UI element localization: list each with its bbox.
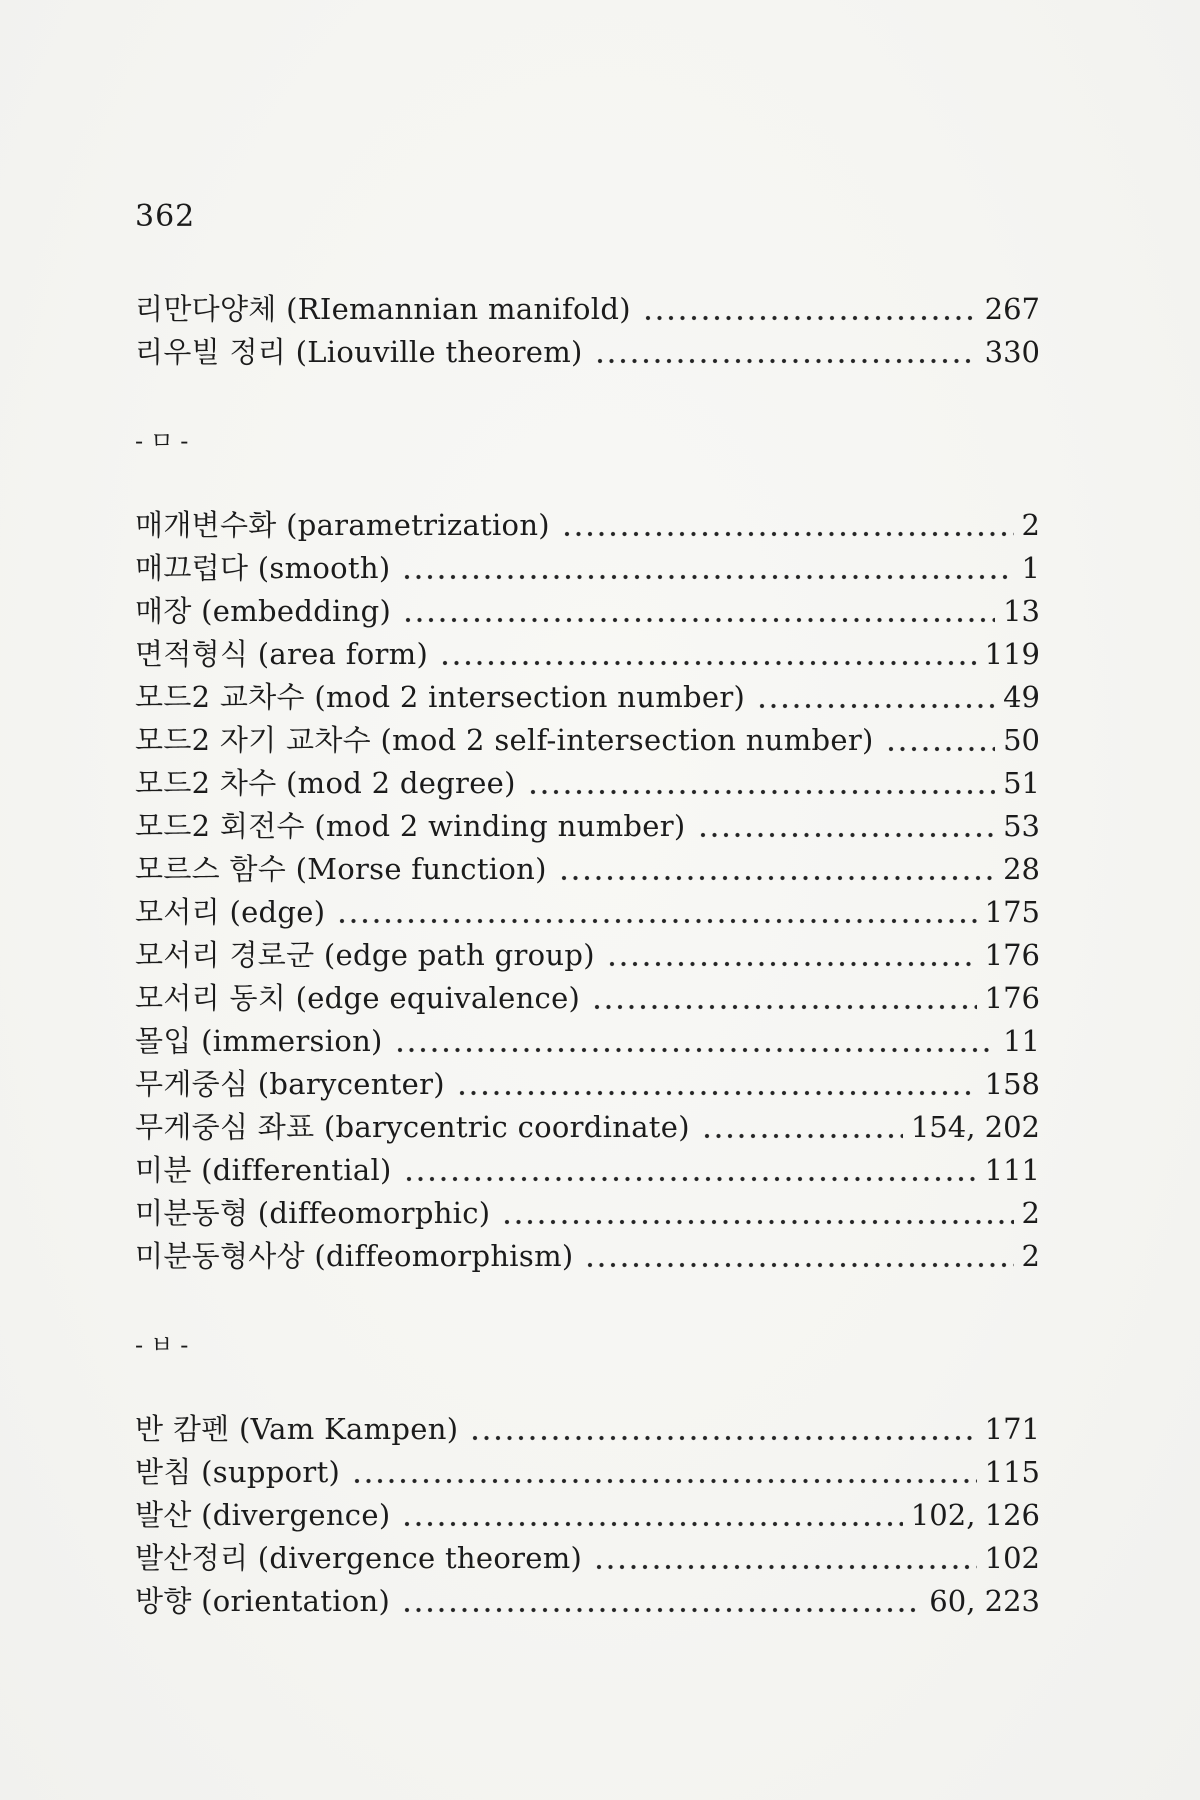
entry-page-number: 115 bbox=[984, 1455, 1040, 1489]
entry-term: 매장 (embedding) bbox=[135, 594, 392, 628]
entry-term: 매개변수화 (parametrization) bbox=[135, 508, 550, 542]
index-entry bbox=[135, 331, 1040, 374]
index-entry bbox=[135, 547, 1040, 590]
entry-term: 미분동형 (diffeomorphic) bbox=[135, 1196, 491, 1230]
index-entry bbox=[135, 288, 1040, 331]
entry-page-number: 154, 202 bbox=[910, 1110, 1040, 1144]
entry-page-number: 2 bbox=[1021, 1196, 1040, 1230]
entry-page-number: 13 bbox=[1003, 594, 1040, 628]
entry-page-number: 60, 223 bbox=[929, 1584, 1040, 1618]
dot-leader bbox=[559, 848, 995, 891]
entry-term: 몰입 (immersion) bbox=[135, 1024, 383, 1058]
entry-page-number: 176 bbox=[984, 981, 1040, 1015]
dot-leader bbox=[595, 331, 977, 374]
index-entry bbox=[135, 1494, 1040, 1537]
dot-leader bbox=[698, 805, 996, 848]
index-entry bbox=[135, 1235, 1040, 1278]
dot-leader bbox=[528, 762, 995, 805]
section-header: -ㅁ- bbox=[135, 427, 196, 455]
index-entry bbox=[135, 676, 1040, 719]
dot-leader bbox=[402, 1580, 921, 1623]
index-entry bbox=[135, 633, 1040, 676]
entry-page-number: 2 bbox=[1021, 508, 1040, 542]
index-entry bbox=[135, 1408, 1040, 1451]
dot-leader bbox=[337, 891, 976, 934]
index-section bbox=[135, 426, 1040, 1278]
entry-term: 모서리 (edge) bbox=[135, 895, 326, 929]
index-entry bbox=[135, 504, 1040, 547]
dot-leader bbox=[402, 547, 1013, 590]
dot-leader bbox=[404, 1149, 977, 1192]
index-entry bbox=[135, 1451, 1040, 1494]
entry-term: 받침 (support) bbox=[135, 1455, 341, 1489]
entry-term: 모드2 자기 교차수 (mod 2 self-intersection number) bbox=[135, 723, 874, 757]
dot-leader bbox=[757, 676, 995, 719]
entry-term: 면적형식 (area form) bbox=[135, 637, 429, 671]
index-content bbox=[135, 0, 1040, 1623]
dot-leader bbox=[395, 1020, 995, 1063]
entry-page-number: 158 bbox=[984, 1067, 1040, 1101]
entry-term: 발산 (divergence) bbox=[135, 1498, 391, 1532]
entry-page-number: 171 bbox=[984, 1412, 1040, 1446]
entry-list bbox=[135, 1408, 1040, 1623]
dot-leader bbox=[470, 1408, 976, 1451]
entry-page-number: 11 bbox=[1003, 1024, 1040, 1058]
entry-term: 무게중심 (barycenter) bbox=[135, 1067, 445, 1101]
dot-leader bbox=[440, 633, 977, 676]
dot-leader bbox=[562, 504, 1014, 547]
index-entry bbox=[135, 762, 1040, 805]
index-entry bbox=[135, 719, 1040, 762]
entry-list bbox=[135, 504, 1040, 1278]
entry-term: 미분동형사상 (diffeomorphism) bbox=[135, 1239, 574, 1273]
entry-term: 리우빌 정리 (Liouville theorem) bbox=[135, 335, 583, 369]
entry-term: 발산정리 (divergence theorem) bbox=[135, 1541, 583, 1575]
index-entry bbox=[135, 805, 1040, 848]
entry-page-number: 176 bbox=[984, 938, 1040, 972]
dot-leader bbox=[607, 934, 977, 977]
entry-term: 모드2 회전수 (mod 2 winding number) bbox=[135, 809, 686, 843]
index-entry bbox=[135, 590, 1040, 633]
entry-term: 무게중심 좌표 (barycentric coordinate) bbox=[135, 1110, 690, 1144]
entry-page-number: 50 bbox=[1003, 723, 1040, 757]
dot-leader bbox=[702, 1106, 903, 1149]
entry-page-number: 49 bbox=[1003, 680, 1040, 714]
index-section bbox=[135, 288, 1040, 374]
entry-term: 모서리 동치 (edge equivalence) bbox=[135, 981, 581, 1015]
entry-term: 리만다양체 (RIemannian manifold) bbox=[135, 292, 631, 326]
entry-term: 모드2 차수 (mod 2 degree) bbox=[135, 766, 516, 800]
entry-page-number: 102, 126 bbox=[910, 1498, 1040, 1532]
entry-term: 매끄럽다 (smooth) bbox=[135, 551, 391, 585]
entry-page-number: 175 bbox=[984, 895, 1040, 929]
entry-list bbox=[135, 288, 1040, 374]
index-entry bbox=[135, 1192, 1040, 1235]
entry-page-number: 53 bbox=[1003, 809, 1040, 843]
entry-term: 모드2 교차수 (mod 2 intersection number) bbox=[135, 680, 746, 714]
entry-page-number: 330 bbox=[984, 335, 1040, 369]
dot-leader bbox=[457, 1063, 977, 1106]
dot-leader bbox=[402, 1494, 902, 1537]
index-entry bbox=[135, 934, 1040, 977]
entry-page-number: 51 bbox=[1003, 766, 1040, 800]
index-entry bbox=[135, 848, 1040, 891]
entry-page-number: 119 bbox=[984, 637, 1040, 671]
index-section bbox=[135, 1330, 1040, 1623]
entry-page-number: 28 bbox=[1003, 852, 1040, 886]
dot-leader bbox=[403, 590, 995, 633]
index-entry bbox=[135, 891, 1040, 934]
entry-page-number: 1 bbox=[1021, 551, 1040, 585]
dot-leader bbox=[585, 1235, 1013, 1278]
index-entry bbox=[135, 1106, 1040, 1149]
index-entry bbox=[135, 1149, 1040, 1192]
entry-term: 반 캄펜 (Vam Kampen) bbox=[135, 1412, 459, 1446]
index-sections bbox=[135, 288, 1040, 1623]
index-entry bbox=[135, 1063, 1040, 1106]
dot-leader bbox=[643, 288, 977, 331]
dot-leader bbox=[592, 977, 976, 1020]
entry-term: 모르스 함수 (Morse function) bbox=[135, 852, 547, 886]
entry-page-number: 102 bbox=[984, 1541, 1040, 1575]
entry-term: 미분 (differential) bbox=[135, 1153, 392, 1187]
page-number: 362 bbox=[135, 199, 196, 234]
entry-term: 방향 (orientation) bbox=[135, 1584, 391, 1618]
dot-leader bbox=[886, 719, 995, 762]
entry-page-number: 267 bbox=[984, 292, 1040, 326]
section-header: -ㅂ- bbox=[135, 1331, 196, 1359]
dot-leader bbox=[352, 1451, 977, 1494]
index-entry bbox=[135, 1537, 1040, 1580]
entry-term: 모서리 경로군 (edge path group) bbox=[135, 938, 595, 972]
index-entry bbox=[135, 977, 1040, 1020]
index-entry bbox=[135, 1020, 1040, 1063]
dot-leader bbox=[502, 1192, 1013, 1235]
entry-page-number: 2 bbox=[1021, 1239, 1040, 1273]
entry-page-number: 111 bbox=[984, 1153, 1040, 1187]
dot-leader bbox=[594, 1537, 976, 1580]
index-entry bbox=[135, 1580, 1040, 1623]
